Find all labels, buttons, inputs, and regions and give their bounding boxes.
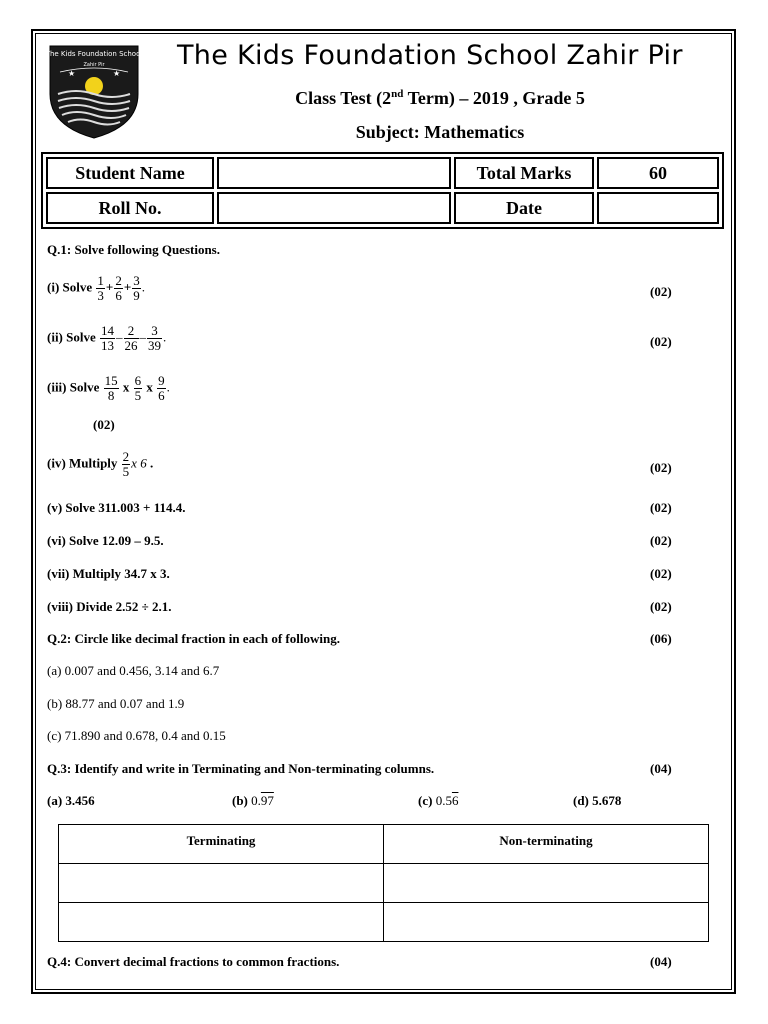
fraction: $\frac{2}{5}$	[122, 449, 130, 479]
q1-viii: (viii) Divide 2.52 ÷ 2.1.	[47, 599, 172, 614]
terminating-table	[58, 824, 709, 942]
student-name-field[interactable]	[217, 157, 451, 189]
q3-option-d: (d) 5.678	[573, 793, 622, 808]
roll-no-field[interactable]	[217, 192, 451, 224]
school-logo	[46, 42, 142, 140]
fraction: $\frac{3}{39}$	[148, 323, 161, 353]
test-title: Class Test (2nd Term) – 2019 , Grade 5	[295, 88, 585, 108]
q3-option-b: (b) 0.97	[232, 793, 274, 808]
fraction: $\frac{6}{5}$	[134, 373, 142, 403]
fraction: $\frac{2}{26}$	[124, 323, 138, 353]
roll-no-label: Roll No.	[46, 192, 214, 224]
q1-viii-marks: (02)	[650, 599, 672, 614]
date-field[interactable]	[597, 192, 719, 224]
q1-i: (i) Solve $\frac{1}{3}$ + $\frac{2}{6}$ + $\frac{3}{9}$ .	[47, 273, 145, 303]
terminating-header: Terminating	[59, 825, 384, 864]
svg-text:★: ★	[68, 69, 76, 78]
q1-iii: (iii) Solve $\frac{15}{8}$ x $\frac{6}{5}$ x $\frac{9}{6}$ .	[47, 373, 170, 403]
fraction: $\frac{2}{6}$	[115, 273, 122, 303]
q2-a: (a) 0.007 and 0.456, 3.14 and 6.7	[47, 663, 220, 678]
q4-marks: (04)	[650, 954, 672, 969]
q2-heading: Q.2: Circle like decimal fraction in each of following.	[47, 631, 340, 646]
student-info-table	[41, 152, 724, 229]
fraction: $\frac{1}{3}$	[97, 273, 104, 303]
q3-option-c: (c) 0.56	[418, 793, 459, 808]
terminating-cell[interactable]	[59, 903, 384, 942]
q1-vii: (vii) Multiply 34.7 x 3.	[47, 566, 170, 581]
total-marks-value: 60	[597, 157, 719, 189]
q4-heading: Q.4: Convert decimal fractions to common fractions.	[47, 954, 340, 969]
q1-vi-marks: (02)	[650, 533, 672, 548]
fraction: $\frac{3}{9}$	[133, 273, 140, 303]
fraction: $\frac{14}{13}$	[101, 323, 114, 353]
student-name-label: Student Name	[46, 157, 214, 189]
q3-marks: (04)	[650, 761, 672, 776]
q1-i-marks: (02)	[650, 284, 672, 299]
q1-iv-marks: (02)	[650, 460, 672, 475]
q1-ii-marks: (02)	[650, 334, 672, 349]
school-name: The Kids Foundation School Zahir Pir	[177, 40, 683, 71]
fraction: $\frac{15}{8}$	[104, 373, 118, 403]
subject-title: Subject: Mathematics	[355, 122, 525, 142]
total-marks-label: Total Marks	[454, 157, 594, 189]
terminating-cell[interactable]	[59, 864, 384, 903]
q3-option-a: (a) 3.456	[47, 793, 95, 808]
svg-text:Zahir Pir: Zahir Pir	[83, 62, 105, 68]
svg-text:★: ★	[113, 69, 121, 78]
q1-ii: (ii) Solve $\frac{14}{13}$ – $\frac{2}{26}$ – $\frac{3}{39}$ .	[47, 323, 167, 353]
q2-b: (b) 88.77 and 0.07 and 1.9	[47, 696, 185, 711]
q2-marks: (06)	[650, 631, 672, 646]
q1-iv: (iv) Multiply $\frac{2}{5}$ x 6 .	[47, 449, 154, 479]
q1-vii-marks: (02)	[650, 566, 672, 581]
svg-text:The Kids Foundation School: The Kids Foundation School	[46, 50, 142, 58]
nonterminating-header: Non-terminating	[384, 825, 709, 864]
q2-c: (c) 71.890 and 0.678, 0.4 and 0.15	[47, 728, 226, 743]
nonterminating-cell[interactable]	[384, 903, 709, 942]
q1-heading: Q.1: Solve following Questions.	[47, 242, 220, 257]
q1-v-marks: (02)	[650, 500, 672, 515]
fraction: $\frac{9}{6}$	[158, 373, 165, 403]
q1-v: (v) Solve 311.003 + 114.4.	[47, 500, 186, 515]
date-label: Date	[454, 192, 594, 224]
q3-heading: Q.3: Identify and write in Terminating and Non-terminating columns.	[47, 761, 435, 776]
q1-vi: (vi) Solve 12.09 – 9.5.	[47, 533, 164, 548]
nonterminating-cell[interactable]	[384, 864, 709, 903]
q1-iii-marks: (02)	[93, 417, 115, 432]
